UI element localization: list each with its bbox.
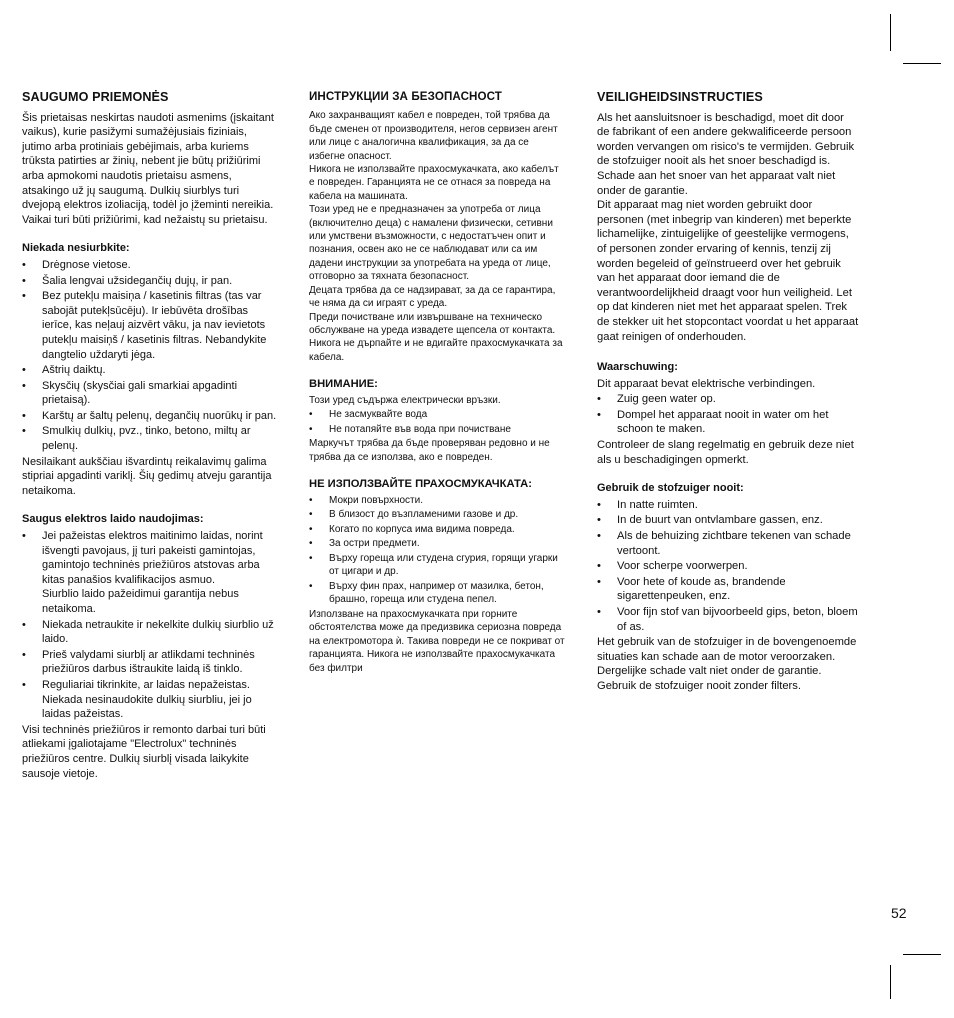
list-item: • Когато по корпуса има видима повреда. bbox=[309, 523, 565, 536]
nl-warning-list bbox=[597, 392, 859, 437]
list-item: • Niekada netraukite ir nekelkite dulkių siurblio už laido. bbox=[22, 618, 278, 647]
list-item: • In natte ruimten. bbox=[597, 498, 859, 513]
crop-mark-bottom-horizontal bbox=[903, 954, 941, 955]
list-item: • Skysčių (skysčiai gali smarkiai apgadinti prietaisą). bbox=[22, 379, 278, 408]
nl-title: VEILIGHEIDSINSTRUCTIES bbox=[597, 90, 763, 104]
nl-warning-intro: Dit apparaat bevat elektrische verbindingen. bbox=[597, 377, 816, 390]
list-item: • Reguliariai tikrinkite, ar laidas nepažeistas. Niekada nesinaudokite dulkių siurbliu, jei jo laidas pažeistas. bbox=[22, 678, 278, 722]
list-item: • Voor fijn stof van bijvoorbeeld gips, beton, bloem of as. bbox=[597, 605, 859, 634]
bg-dont-heading: НЕ ИЗПОЛЗВАЙТЕ ПРАХОСМУКАЧКАТА: bbox=[309, 478, 532, 491]
crop-mark-top-vertical bbox=[890, 14, 891, 51]
column-dutch bbox=[597, 90, 859, 694]
bg-warning-intro: Този уред съдържа електрически връзки. bbox=[309, 394, 501, 406]
list-item: • Als de behuizing zichtbare tekenen van schade vertoont. bbox=[597, 529, 859, 558]
page-number: 52 bbox=[891, 905, 907, 921]
bg-warning-after: Маркучът трябва да бъде проверяван редовно и не трябва да се използва, ако е повреден. bbox=[309, 438, 550, 463]
lt-cord-list bbox=[22, 529, 278, 722]
nl-paragraph: Als het aansluitsnoer is beschadigd, moet dit door de fabrikant of een andere gekwalificeerde persoon worden vervangen om risico's te vermijden. Gebruik de stofzuiger nooit als het snoer beschadigd is. Schade aan het snoer van het apparaat valt niet onder de garantie. Dit apparaat mag niet worden gebruikt door personen (met inbegrip van kinderen) met beperkte lichamelijke, zintuigelijke of geestelijke vermogens, of personen zonder ervaring of kennis, tenzij zij worden begeleid of geïnstrueerd over het gebruik van het apparaat door iemand die de verantwoordelijkheid draagt voor hun veiligheid. Let op dat kinderen niet met het apparaat spelen. Trek de stekker uit het stopcontact voordat u het apparaat gaat reinigen of onderhouden. bbox=[597, 111, 859, 343]
lt-never-after: Nesilaikant aukščiau išvardintų reikalavimų galima stipriai apgadinti variklį. Šių gedimų atveju garantija netaikoma. bbox=[22, 455, 272, 497]
lt-never-list bbox=[22, 258, 278, 454]
list-item: • Šalia lengvai užsidegančių dujų, ir pan. bbox=[22, 274, 278, 289]
lt-cord-after: Visi techninės priežiūros ir remonto darbai turi būti atliekami įgaliotajame "Electrolux" techninės priežiūros centre. Dulkių siurblį visada laikykite sausoje vietoje. bbox=[22, 723, 266, 780]
lt-intro: Šis prietaisas neskirtas naudoti asmenims (įskaitant vaikus), kurie pasižymi sumažėjusiais fiziniais, jutimo arba protiniais gebėjimais, arba kuriems trūksta patirties ar žinių, nebent jie būtų prižiūrimi arba apmokomi naudotis prietaisu asmens, atsakingo už jų saugumą. Dulkių siurblys turi dvejopą elektros izoliaciją, todėl jo įžeminti nereikia. Vaikai turi būti prižiūrimi, kad nežaistų su prietaisu. bbox=[22, 111, 274, 226]
list-item: • Jei pažeistas elektros maitinimo laidas, norint išvengti pavojaus, jį turi pakeisti gamintojas, gamintojo techninės priežiūros atstovas arba kitas panašios kvalifikacijos asmuo. Siurblio laido pažeidimui garantija nebus netaikoma. bbox=[22, 529, 278, 617]
list-item: • В близост до възпламеними газове и др. bbox=[309, 508, 565, 521]
list-item: • Prieš valydami siurblį ar atlikdami techninės priežiūros darbus ištraukite laidą iš tinklo. bbox=[22, 648, 278, 677]
list-item: • Karštų ar šaltų pelenų, degančių nuorūkų ir pan. bbox=[22, 409, 278, 424]
list-item: • Мокри повърхности. bbox=[309, 494, 565, 507]
list-item: • Върху гореща или студена сгурия, горящи угарки от цигари и др. bbox=[309, 552, 565, 579]
list-item: • In de buurt van ontvlambare gassen, enz. bbox=[597, 513, 859, 528]
bg-title: ИНСТРУКЦИИ ЗА БЕЗОПАСНОСТ bbox=[309, 90, 502, 103]
nl-never-heading: Gebruik de stofzuiger nooit: bbox=[597, 482, 744, 495]
list-item: • Voor hete of koude as, brandende sigarettenpeuken, enz. bbox=[597, 575, 859, 604]
list-item: • Zuig geen water op. bbox=[597, 392, 859, 407]
lt-never-heading: Niekada nesiurbkite: bbox=[22, 242, 130, 255]
list-item: • Drėgnose vietose. bbox=[22, 258, 278, 273]
list-item: • Aštrių daiktų. bbox=[22, 363, 278, 378]
nl-warning-heading: Waarschuwing: bbox=[597, 361, 678, 374]
lt-title: SAUGUMO PRIEMONĖS bbox=[22, 90, 169, 104]
list-item: • Dompel het apparaat nooit in water om het schoon te maken. bbox=[597, 408, 859, 437]
crop-mark-top-horizontal bbox=[903, 63, 941, 64]
crop-mark-bottom-vertical bbox=[890, 965, 891, 999]
column-bulgarian bbox=[309, 90, 565, 675]
list-item: • Не потапяйте във вода при почистване bbox=[309, 423, 565, 436]
bg-dont-list bbox=[309, 494, 565, 607]
column-lithuanian bbox=[22, 90, 278, 781]
bg-warning-heading: ВНИМАНИЕ: bbox=[309, 378, 378, 391]
lt-cord-heading: Saugus elektros laido naudojimas: bbox=[22, 513, 204, 526]
bg-paragraph: Ако захранващият кабел е повреден, той трябва да бъде сменен от производителя, негов сервизен агент или лице с аналогична квалификация, за да се избегне опасност. Никога не използвайте прахосмукачката, ако кабелът е повреден. Гаранцията не се отнася за повреда на кабела на машината. Този уред не е предназначен за употреба от лица (включително деца) с намалени физически, сетивни или умствени възможности, с недостатъчен опит и познания, освен ако не се наблюдават или са им дадени инструкции за употребата на уреда от лице, отговорно за тяхната безопасност. Децата трябва да се надзирават, за да се гарантира, че няма да си играят с уреда. Преди почистване или извършване на техническо обслужване на уреда извадете щепсела от контакта. Никога не дърпайте и не вдигайте прахосмукачката за кабела. bbox=[309, 110, 563, 363]
list-item: • Не засмуквайте вода bbox=[309, 408, 565, 421]
bg-warning-list bbox=[309, 408, 565, 436]
list-item: • Voor scherpe voorwerpen. bbox=[597, 559, 859, 574]
nl-never-after: Het gebruik van de stofzuiger in de bovengenoemde situaties kan schade aan de motor veroorzaken. Dergelijke schade valt niet onder de garantie. Gebruik de stofzuiger nooit zonder filters. bbox=[597, 636, 857, 692]
list-item: • Bez putekļu maisiņa / kasetinis filtras (tas var sabojāt putekļsūcēju). Ir iebūvēta drošības ierīce, kas neļauj aizvērt vāku, ja nav ievietots putekļu maisiņš / kasetinis filtras. Nebandykite dangtelio uždaryti jėga. bbox=[22, 289, 278, 362]
list-item: • Върху фин прах, например от мазилка, бетон, брашно, гореща или студена пепел. bbox=[309, 580, 565, 607]
nl-never-list bbox=[597, 498, 859, 634]
list-item: • За остри предмети. bbox=[309, 537, 565, 550]
bg-dont-after: Използване на прахосмукачката при горните обстоятелства може да предизвика сериозна повреда на електромотора ѝ. Такива повреди не се покриват от гаранцията. Никога не използвайте прахосмукачката без филтри bbox=[309, 608, 565, 674]
list-item: • Smulkių dulkių, pvz., tinko, betono, miltų ar pelenų. bbox=[22, 424, 278, 453]
nl-warning-after: Controleer de slang regelmatig en gebruik deze niet als u beschadigingen opmerkt. bbox=[597, 439, 854, 466]
